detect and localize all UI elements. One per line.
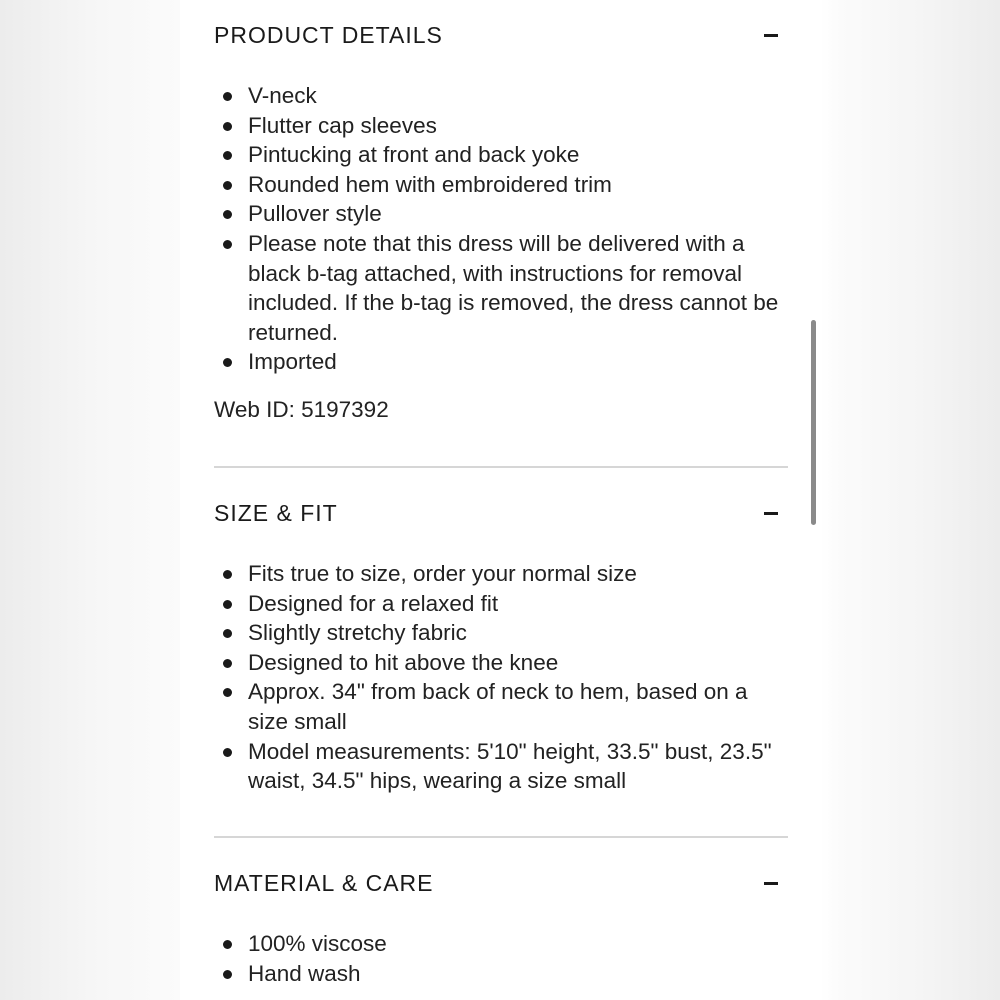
size-fit-header[interactable]	[214, 499, 788, 527]
list-item: Please note that this dress will be delivered with a black b-tag attached, with instructions for removal included. If the b-tag is removed, the dress cannot be returned.	[214, 229, 788, 347]
list-item: Designed to hit above the knee	[214, 648, 788, 678]
material-care-title: MATERIAL & CARE	[214, 869, 434, 896]
list-item: V-neck	[214, 81, 788, 111]
section-divider	[214, 466, 788, 468]
list-item: Model measurements: 5'10" height, 33.5" bust, 23.5" waist, 34.5" hips, wearing a size small	[214, 737, 788, 796]
product-details-title: PRODUCT DETAILS	[214, 21, 443, 48]
list-item: 100% viscose	[214, 929, 788, 959]
list-item: Imported	[214, 347, 788, 377]
product-details-minus-icon[interactable]	[764, 34, 778, 37]
list-item: Fits true to size, order your normal size	[214, 559, 788, 589]
product-info-panel	[180, 0, 822, 1000]
material-care-header[interactable]	[214, 869, 788, 897]
list-item: Pullover style	[214, 199, 788, 229]
list-item: Pintucking at front and back yoke	[214, 140, 788, 170]
product-details-header[interactable]	[214, 21, 788, 49]
size-fit-list	[214, 559, 788, 796]
size-fit-title: SIZE & FIT	[214, 499, 338, 526]
material-care-minus-icon[interactable]	[764, 882, 778, 885]
section-divider	[214, 836, 788, 838]
scrollbar-thumb[interactable]	[811, 320, 816, 525]
list-item: Approx. 34" from back of neck to hem, based on a size small	[214, 677, 788, 736]
product-details-list	[214, 81, 788, 377]
material-care-list	[214, 929, 788, 988]
list-item: Slightly stretchy fabric	[214, 618, 788, 648]
list-item: Flutter cap sleeves	[214, 111, 788, 141]
size-fit-minus-icon[interactable]	[764, 512, 778, 515]
list-item: Designed for a relaxed fit	[214, 589, 788, 619]
web-id: Web ID: 5197392	[214, 397, 389, 422]
list-item: Hand wash	[214, 959, 788, 989]
list-item: Rounded hem with embroidered trim	[214, 170, 788, 200]
